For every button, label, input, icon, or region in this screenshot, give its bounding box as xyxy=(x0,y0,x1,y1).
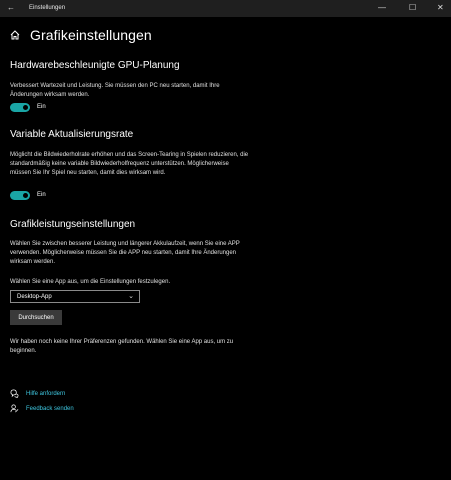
graphics-performance-description: Wählen Sie zwischen besserer Leistung und längerer Akkulaufzeit, wenn Sie eine APP verwenden. Möglicherweise müssen Sie die APP neu starten, damit Ihre Änderungen wirksam werden. xyxy=(10,241,240,265)
gpu-scheduling-heading: Hardwarebeschleunigte GPU-Planung xyxy=(10,60,180,71)
feedback-icon[interactable] xyxy=(10,404,19,413)
vrr-heading: Variable Aktualisierungsrate xyxy=(10,129,134,140)
vrr-toggle-label: Ein xyxy=(37,192,46,198)
home-icon[interactable] xyxy=(10,30,20,40)
empty-preferences-message: Wir haben noch keine Ihrer Präferenzen gefunden. Wählen Sie eine App aus, um zu beginnen. xyxy=(10,339,234,354)
maximize-button[interactable]: ☐ xyxy=(409,3,417,12)
gpu-scheduling-toggle[interactable] xyxy=(10,103,30,112)
close-button[interactable]: ✕ xyxy=(437,3,444,12)
gpu-scheduling-description: Verbessert Wartezeit und Leistung. Sie müssen den PC neu starten, damit Ihre Änderungen wirksam werden. xyxy=(10,83,220,98)
window-title: Einstellungen xyxy=(29,5,66,11)
gpu-scheduling-toggle-label: Ein xyxy=(37,104,46,110)
chevron-down-icon: ⌄ xyxy=(128,293,134,300)
help-icon[interactable] xyxy=(10,389,19,398)
vrr-description: Möglicht die Bildwiederholrate erhöhen und das Screen-Tearing in Spielen reduzieren, die standardmäßig keine variable Bildwiederholfrequenz unterstützen. Möglicherweise müssen Sie Ihr Spiel neu starten, damit dies wirksam wird. xyxy=(10,152,249,176)
back-arrow-icon[interactable]: ← xyxy=(7,3,15,12)
help-link[interactable]: Hilfe anfordern xyxy=(26,391,66,397)
browse-button[interactable]: Durchsuchen xyxy=(10,310,62,325)
feedback-link[interactable]: Feedback senden xyxy=(26,406,74,412)
app-type-select[interactable] xyxy=(10,290,140,303)
toggle-knob xyxy=(23,105,28,110)
vrr-toggle[interactable] xyxy=(10,191,30,200)
page-title: Grafikeinstellungen xyxy=(30,27,152,43)
app-select-label: Wählen Sie eine App aus, um die Einstellungen festzulegen. xyxy=(10,279,171,285)
minimize-button[interactable]: — xyxy=(378,3,386,12)
toggle-knob xyxy=(23,193,28,198)
graphics-performance-heading: Grafikleistungseinstellungen xyxy=(10,219,136,230)
app-type-select-value: Desktop-App xyxy=(17,294,52,300)
title-bar xyxy=(0,0,451,17)
